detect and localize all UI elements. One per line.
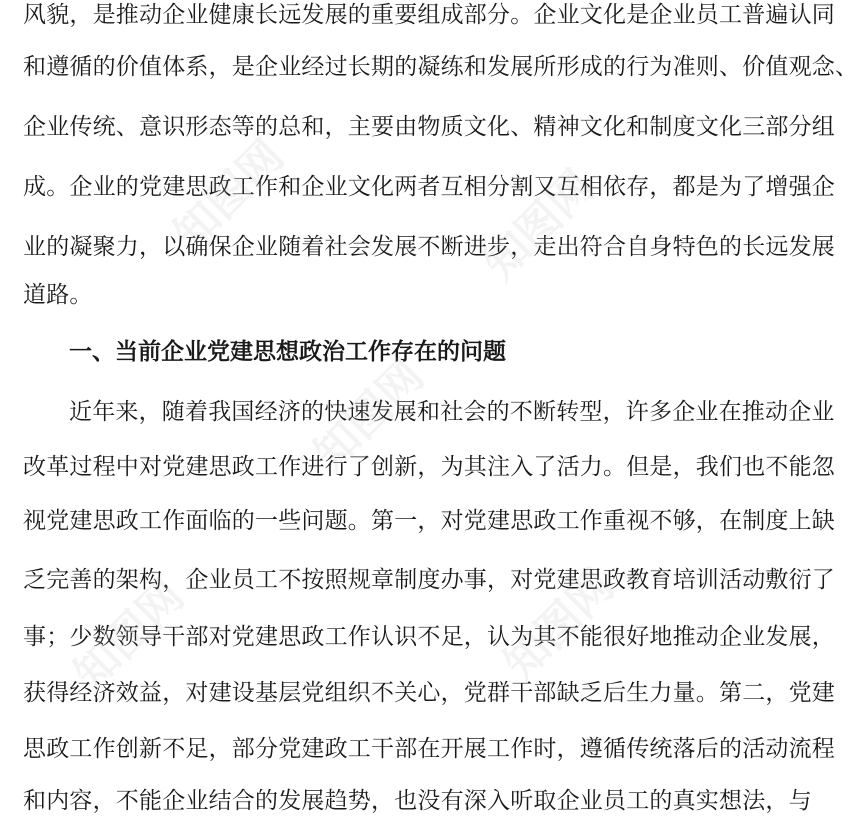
paragraph-line: 改革过程中对党建思政工作进行了创新，为其注入了活力。但是，我们也不能忽 (23, 454, 835, 480)
paragraph-line: 和遵循的价值体系，是企业经过长期的凝练和发展所形成的行为准则、价值观念、 (23, 54, 858, 80)
watermark: 知图网 (164, 130, 294, 260)
paragraph-line: 近年来，随着我国经济的快速发展和社会的不断转型，许多企业在推动企业 (69, 399, 835, 425)
watermark: 知图网 (64, 570, 194, 700)
paragraph-line: 成。企业的党建思政工作和企业文化两者互相分割又互相依存，都是为了增强企 (23, 174, 835, 200)
paragraph-line: 道路。 (23, 282, 93, 308)
watermark: 知图网 (474, 160, 604, 290)
paragraph-line: 企业传统、意识形态等的总和，主要由物质文化、精神文化和制度文化三部分组 (23, 114, 835, 140)
paragraph-line: 视党建思政工作面临的一些问题。第一，对党建思政工作重视不够，在制度上缺 (23, 508, 835, 534)
watermark: 知图网 (494, 560, 624, 690)
watermark: 知图网 (304, 350, 434, 480)
section-heading: 一、当前企业党建思想政治工作存在的问题 (69, 339, 506, 365)
paragraph-line: 业的凝聚力，以确保企业随着社会发展不断进步，走出符合自身特色的长远发展 (23, 234, 835, 260)
paragraph-line: 事；少数领导干部对党建思政工作认识不足，认为其不能很好地推动企业发展， (23, 624, 835, 650)
paragraph-line: 思政工作创新不足，部分党建政工干部在开展工作时，遵循传统落后的活动流程 (23, 736, 835, 762)
paragraph-line: 风貌，是推动企业健康长远发展的重要组成部分。企业文化是企业员工普遍认同 (23, 2, 835, 28)
paragraph-line: 获得经济效益，对建设基层党组织不关心，党群干部缺乏后生力量。第二，党建 (23, 680, 835, 706)
paragraph-line-cut: 和内容，不能企业结合的发展趋势，也没有深入听取企业员工的真实想法，与 (23, 788, 812, 814)
paragraph-line: 乏完善的架构，企业员工不按照规章制度办事，对党建思政教育培训活动敷衍了 (23, 567, 835, 593)
